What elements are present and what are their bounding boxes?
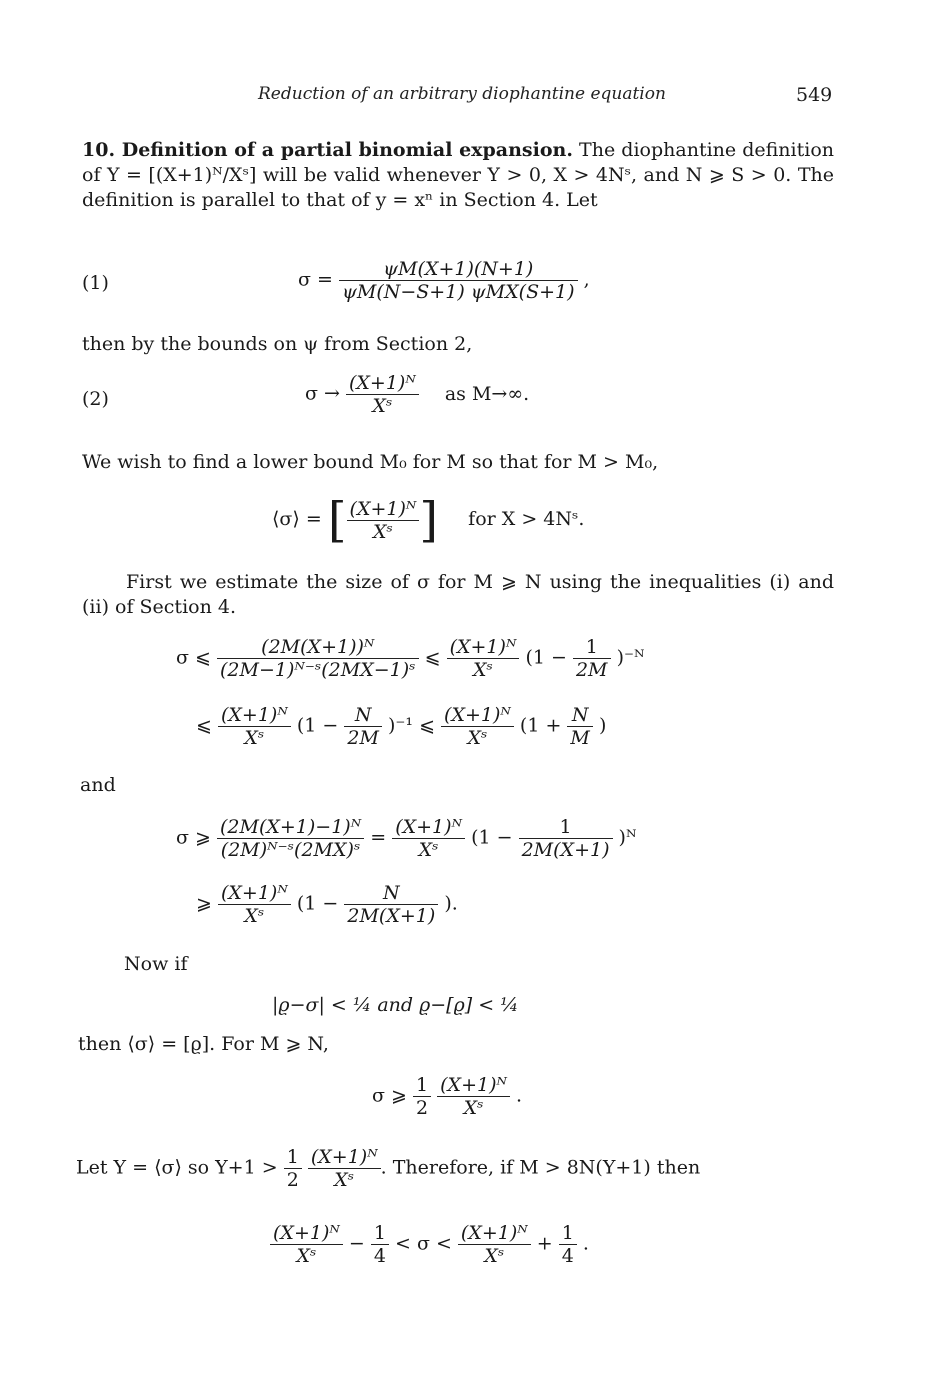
ef-q2-den: 4	[561, 1245, 574, 1267]
iu2-paren2-open: (1 +	[519, 714, 562, 737]
text-first: First we estimate the size of σ for M ⩾ N using the inequalities (i) and (ii) of Section 4.	[82, 571, 834, 618]
il1-frac3	[519, 816, 613, 861]
iu2-paren1-close: )⁻¹	[387, 714, 414, 737]
ef-q2-num: 1	[559, 1222, 577, 1245]
il2-paren-close: ).	[444, 892, 458, 915]
eq2-denominator: Xˢ	[372, 395, 393, 417]
let-half-num: 1	[284, 1146, 302, 1169]
il1-frac1	[217, 816, 364, 861]
ef-f1-den: Xˢ	[296, 1245, 317, 1267]
eq1	[298, 258, 590, 303]
page-number: 549	[796, 84, 833, 106]
iu1-f3-num: 1	[573, 636, 611, 659]
iu2-frac4	[567, 704, 592, 749]
il2-f1-den: Xˢ	[244, 905, 265, 927]
let-frac	[308, 1146, 381, 1191]
iu2-paren1-open: (1 −	[296, 714, 339, 737]
eqh-frac	[437, 1074, 510, 1119]
ef-f2-num: (X+1)ᴺ	[458, 1222, 531, 1245]
ef-mid: < σ <	[394, 1232, 452, 1255]
section-paragraph	[82, 138, 834, 213]
eqh-f-num: (X+1)ᴺ	[437, 1074, 510, 1097]
iu1-frac1	[217, 636, 419, 681]
line-let	[76, 1146, 700, 1191]
text-and: and	[80, 774, 116, 796]
eq2-fraction	[346, 372, 419, 417]
iu2-frac3	[441, 704, 514, 749]
il1-f1-den: (2M)ᴺ⁻ˢ(2MX)ˢ	[220, 839, 361, 861]
section-intro: The diophantine definition of Y = [(X+1)ᴺ/Xˢ] will be valid whenever Y > 0, X > 4Nˢ, and N ⩾ S > 0. The definition is parallel to that of y = xⁿ in Section 4. Let	[82, 139, 835, 211]
iu2-f2-num: N	[344, 704, 382, 727]
floor-bracket-left-icon: [	[327, 492, 347, 548]
ineq-lower-2	[196, 882, 458, 927]
ef-f2-den: Xˢ	[484, 1245, 505, 1267]
iu1-paren-open: (1 −	[525, 646, 567, 669]
text-now-if: Now if	[124, 953, 188, 975]
il2-frac2	[344, 882, 438, 927]
eq2-lhs: σ →	[305, 382, 340, 405]
iu2-paren2-close: )	[598, 714, 607, 737]
iu1-f2-den: Xˢ	[473, 659, 493, 681]
il2-f1-num: (X+1)ᴺ	[218, 882, 291, 905]
iu1-f1-num: (2M(X+1))ᴺ	[217, 636, 419, 659]
il1-f2-num: (X+1)ᴺ	[392, 816, 465, 839]
iu2-frac2	[344, 704, 382, 749]
il2-f2-den: 2M(X+1)	[347, 905, 436, 927]
eq1-fraction	[339, 258, 578, 303]
eq2-numerator: (X+1)ᴺ	[346, 372, 419, 395]
eq3-numerator: (X+1)ᴺ	[347, 498, 420, 521]
il1-f2-den: Xˢ	[418, 839, 439, 861]
ef-frac1	[270, 1222, 343, 1267]
il1-paren-open: (1 −	[471, 826, 513, 849]
eq1-tail: ,	[583, 268, 590, 291]
ineq-lower-1	[176, 816, 636, 861]
let-half-den: 2	[286, 1169, 299, 1191]
il2-frac1	[218, 882, 291, 927]
text-wish: We wish to find a lower bound M₀ for M so that for M > M₀,	[82, 451, 659, 473]
eq3-tail: for X > 4Nˢ.	[468, 508, 585, 530]
eq1-label: (1)	[82, 272, 109, 294]
ef-q1	[371, 1222, 389, 1267]
let-suffix: . Therefore, if M > 8N(Y+1) then	[380, 1156, 701, 1179]
il2-f2-num: N	[344, 882, 438, 905]
section-heading: 10. Definition of a partial binomial expansion.	[82, 139, 573, 161]
floor-bracket-right-icon: ]	[419, 492, 439, 548]
il1-f3-den: 2M(X+1)	[521, 839, 610, 861]
eq3-denominator: Xˢ	[372, 520, 393, 543]
iu1-lhs: σ ⩽	[176, 646, 211, 669]
eq2	[305, 372, 529, 417]
text-then: then ⟨σ⟩ = [ϱ]. For M ⩾ N,	[78, 1033, 329, 1055]
eqh-half-den: 2	[415, 1097, 429, 1119]
text-bounds: then by the bounds on ψ from Section 2,	[82, 333, 473, 355]
ef-minus: −	[348, 1232, 365, 1255]
ineq-upper-1	[176, 636, 644, 681]
eq3-fraction	[347, 498, 420, 543]
iu2-f4-num: N	[567, 704, 592, 727]
eqh-tail: .	[516, 1084, 523, 1107]
il1-paren-close: )ᴺ	[618, 826, 637, 849]
eq1-numerator: ψM(X+1)(N+1)	[339, 258, 578, 281]
il2-paren-open: (1 −	[296, 892, 339, 915]
eq-final	[270, 1222, 589, 1267]
il1-rel: =	[370, 826, 387, 849]
ef-q1-den: 4	[373, 1245, 386, 1267]
il1-f3-num: 1	[519, 816, 613, 839]
iu1-f3-den: 2M	[575, 659, 608, 681]
let-half	[284, 1146, 302, 1191]
eqh-lhs: σ ⩾	[372, 1084, 407, 1107]
eq2-tail: as M→∞.	[444, 382, 530, 405]
iu2-f3-num: (X+1)ᴺ	[441, 704, 514, 727]
ef-tail: .	[582, 1232, 589, 1255]
let-f-num: (X+1)ᴺ	[308, 1146, 381, 1169]
eq1-denominator: ψM(N−S+1) ψMX(S+1)	[341, 281, 575, 303]
iu1-frac2	[447, 636, 520, 681]
iu2-f3-den: Xˢ	[467, 727, 488, 749]
iu2-f4-den: M	[570, 727, 590, 749]
running-header: Reduction of an arbitrary diophantine equation	[258, 84, 666, 104]
il1-lhs: σ ⩾	[176, 826, 211, 849]
eq3	[272, 492, 584, 548]
ef-f1-num: (X+1)ᴺ	[270, 1222, 343, 1245]
ef-q2	[559, 1222, 577, 1267]
eqh-half-num: 1	[413, 1074, 431, 1097]
iu2-rel2: ⩽	[419, 714, 435, 737]
eq1-lhs: σ =	[298, 268, 333, 291]
iu1-paren-close: )⁻ᴺ	[616, 646, 645, 669]
ef-q1-num: 1	[371, 1222, 389, 1245]
eq3-lhs: ⟨σ⟩ =	[272, 508, 322, 530]
iu1-frac3	[573, 636, 611, 681]
il1-f1-num: (2M(X+1)−1)ᴺ	[217, 816, 364, 839]
eqh-f-den: Xˢ	[463, 1097, 484, 1119]
let-f-den: Xˢ	[334, 1169, 355, 1191]
iu2-f1-num: (X+1)ᴺ	[218, 704, 291, 727]
ef-frac2	[458, 1222, 531, 1267]
eq-condition: |ϱ−σ| < ¼ and ϱ−[ϱ] < ¼	[272, 994, 519, 1016]
iu2-f2-den: 2M	[347, 727, 379, 749]
iu1-rel: ⩽	[424, 646, 441, 669]
ineq-upper-2	[196, 704, 606, 749]
let-prefix: Let Y = ⟨σ⟩ so Y+1 >	[76, 1156, 278, 1179]
il1-frac2	[392, 816, 465, 861]
iu1-f1-den: (2M−1)ᴺ⁻ˢ(2MX−1)ˢ	[219, 659, 416, 681]
iu2-f1-den: Xˢ	[244, 727, 265, 749]
eqh-half	[413, 1074, 431, 1119]
il2-rel: ⩾	[196, 892, 212, 915]
eq-half	[372, 1074, 522, 1119]
iu2-rel1: ⩽	[196, 714, 212, 737]
iu2-frac1	[218, 704, 291, 749]
eq2-label: (2)	[82, 388, 109, 410]
iu1-f2-num: (X+1)ᴺ	[447, 636, 520, 659]
ef-plus: +	[536, 1232, 553, 1255]
